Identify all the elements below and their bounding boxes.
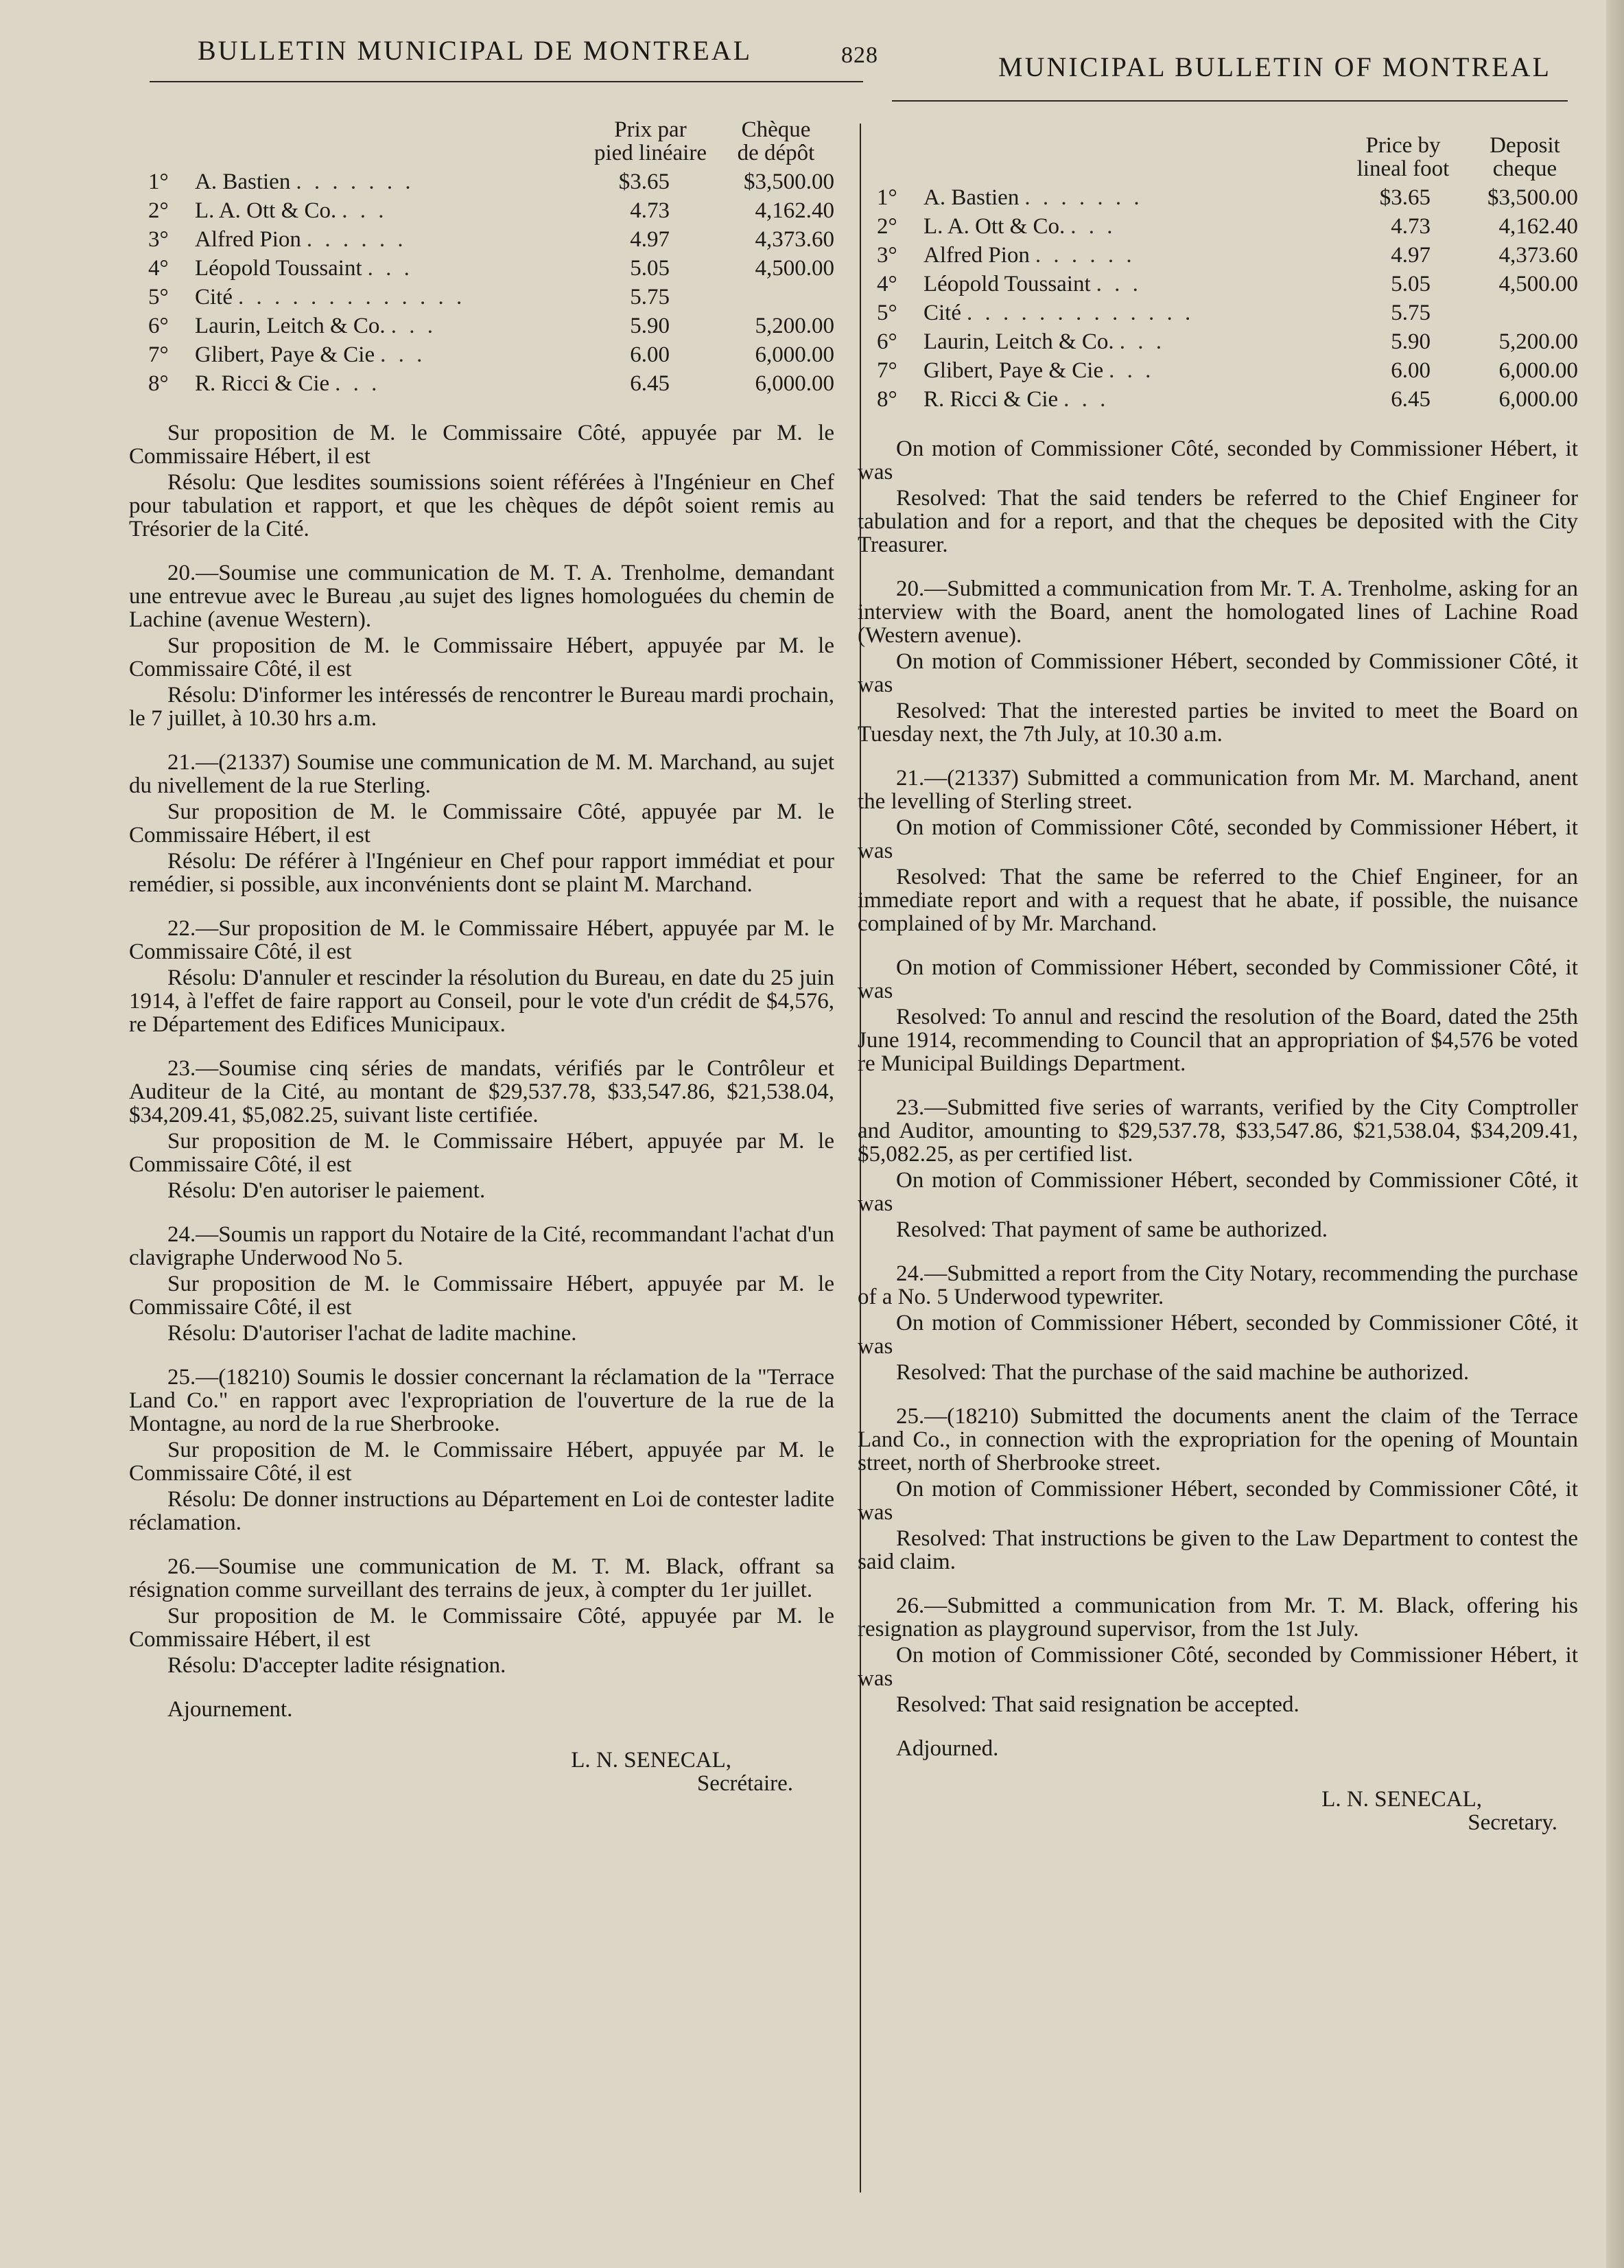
deposit-cell: $3,500.00 <box>1487 185 1578 210</box>
deposit-cell: 4,162.40 <box>755 198 834 223</box>
minutes-paragraph: Sur proposition de M. le Commissaire Hébert, appuyée par M. le Commissaire Côté, il est <box>129 633 834 681</box>
minutes-paragraph: Resolved: That the interested parties be invited to meet the Board on Tuesday next, the 7th July, at 10.30 a.m. <box>858 699 1578 747</box>
bidder-name-text: Alfred Pion <box>923 243 1030 268</box>
deposit-column-header <box>718 118 834 165</box>
tender-table-header <box>858 134 1578 183</box>
minutes-paragraph: Résolu: D'accepter ladite résignation. <box>167 1653 506 1678</box>
minutes-paragraph: Sur proposition de M. le Commissaire Hébert, appuyée par M. le Commissaire Côté, il est <box>129 1272 834 1320</box>
bidder-name <box>923 301 1194 325</box>
table-row <box>858 241 1578 270</box>
minutes-paragraph: Résolu: Que lesdites soumissions soient référées à l'Ingénieur en Chef pour tabulation et rapport, et que les chèques de dépôt soient remis au Trésorier de la Cité. <box>129 470 834 541</box>
table-row <box>858 212 1578 241</box>
price-cell: 6.00 <box>1391 358 1431 383</box>
page-number: 828 <box>841 43 878 68</box>
minutes-paragraph: 26.—Soumise une communication de M. T. M. Black, offrant sa résignation comme surveillant des terrains de jeux, à compter du 1er juillet. <box>129 1554 834 1602</box>
table-row <box>858 270 1578 299</box>
price-cell: 5.75 <box>630 285 670 309</box>
bidder-name <box>195 257 413 280</box>
minutes-paragraph: Resolved: That payment of same be authorized. <box>896 1217 1328 1242</box>
bidder-name-text: Léopold Toussaint <box>195 256 362 281</box>
price-cell: 5.05 <box>1391 272 1431 296</box>
page-edge <box>1606 0 1624 2268</box>
deposit-cell: 4,500.00 <box>755 256 834 281</box>
price-cell: 4.97 <box>630 227 670 252</box>
price-cell: 4.97 <box>1391 243 1431 268</box>
minutes-paragraph: Sur proposition de M. le Commissaire Côté, appuyée par M. le Commissaire Hébert, il est <box>129 421 834 469</box>
table-row <box>129 283 834 312</box>
minutes-paragraph: 20.—Submitted a communication from Mr. T. A. Trenholme, asking for an interview with the Board, anent the homologated lines of Lachine Road (Western avenue). <box>858 576 1578 648</box>
price-cell: 6.45 <box>1391 387 1431 412</box>
minutes-paragraph: Resolved: To annul and rescind the resolution of the Board, dated the 25th June 1914, recommending to Council that an appropriation of $4,576 be voted re Municipal Buildings Department. <box>858 1005 1578 1076</box>
row-number: 1° <box>877 185 897 210</box>
leader-dots: . . . <box>380 342 426 367</box>
bidder-name-text: Cité <box>195 285 233 309</box>
deposit-cell: 6,000.00 <box>755 371 834 396</box>
row-number: 8° <box>148 371 169 396</box>
minutes-paragraph: 20.—Soumise une communication de M. T. A. Trenholme, demandant une entrevue avec le Bureau ,au sujet des lignes homologuées du chemin de Lachine (avenue Western). <box>129 561 834 632</box>
signature-title: Secrétaire. <box>696 1771 793 1796</box>
minutes-paragraph: Resolved: That the purchase of the said machine be authorized. <box>896 1360 1470 1385</box>
table-row <box>858 183 1578 212</box>
minutes-paragraph: 21.—(21337) Soumise une communication de M. M. Marchand, au sujet du nivellement de la rue Sterling. <box>129 750 834 798</box>
table-row <box>129 225 834 254</box>
running-head-english: MUNICIPAL BULLETIN OF MONTREAL <box>998 51 1551 82</box>
minutes-paragraph: On motion of Commissioner Côté, seconded by Commissioner Hébert, it was <box>858 1643 1578 1691</box>
bidder-name-text: Glibert, Paye & Cie <box>923 358 1104 383</box>
bidder-name-text: R. Ricci & Cie <box>923 387 1059 412</box>
leader-dots: . . . . . . . . . . . . . <box>238 285 466 309</box>
leader-dots: . . . <box>1096 272 1142 296</box>
bidder-name-text: Laurin, Leitch & Co. <box>923 329 1114 354</box>
leader-dots: . . . . . . . . . . . . . <box>967 301 1195 325</box>
minutes-paragraph: Sur proposition de M. le Commissaire Côté, appuyée par M. le Commissaire Hébert, il est <box>129 1604 834 1652</box>
minutes-paragraph: 24.—Soumis un rapport du Notaire de la Cité, recommandant l'achat d'un clavigraphe Underwood No 5. <box>129 1222 834 1270</box>
french-column <box>129 118 834 1795</box>
signature-name: L. N. SENECAL, <box>1321 1787 1482 1812</box>
tender-table <box>858 183 1578 414</box>
price-header-line: Price by <box>1365 133 1441 158</box>
leader-dots: . . . <box>367 256 413 281</box>
bidder-name <box>923 244 1135 267</box>
minutes-paragraph: On motion of Commissioner Hébert, seconded by Commissioner Côté, it was <box>858 1477 1578 1525</box>
deposit-cell: 6,000.00 <box>1498 358 1578 383</box>
price-cell: 5.90 <box>1391 329 1431 354</box>
signature-name: L. N. SENECAL, <box>571 1748 731 1773</box>
signature-title: Secretary. <box>1468 1810 1557 1835</box>
bidder-name-text: Cité <box>923 301 961 325</box>
header-rule-right <box>892 100 1568 102</box>
price-cell: 6.00 <box>630 342 670 367</box>
price-cell: 5.75 <box>1391 301 1431 325</box>
minutes-paragraph: Résolu: De référer à l'Ingénieur en Chef pour rapport immédiat et pour remédier, si possible, aux inconvénients dont se plaint M. Marchand. <box>129 849 834 897</box>
bidder-name <box>923 359 1154 382</box>
price-cell: $3.65 <box>618 169 670 194</box>
header-rule-left <box>150 81 863 82</box>
minutes-paragraph: 25.—(18210) Soumis le dossier concernant la réclamation de la "Terrace Land Co." en rapport avec l'expropriation de l'ouverture de la rue de la Montagne, au nord de la rue Sherbrooke. <box>129 1365 834 1436</box>
deposit-column-header <box>1472 134 1578 180</box>
bidder-name-text: A. Bastien <box>195 169 291 194</box>
bidder-name <box>923 186 1143 209</box>
minutes-paragraph: On motion of Commissioner Hébert, seconded by Commissioner Côté, it was <box>858 649 1578 697</box>
minutes-paragraph: Résolu: De donner instructions au Département en Loi de contester ladite réclamation. <box>129 1487 834 1535</box>
row-number: 6° <box>877 329 897 354</box>
minutes-paragraph: On motion of Commissioner Côté, seconded by Commissioner Hébert, it was <box>858 815 1578 863</box>
row-number: 2° <box>148 198 169 223</box>
minutes-paragraph: 24.—Submitted a report from the City Notary, recommending the purchase of a No. 5 Underwood typewriter. <box>858 1261 1578 1309</box>
minutes-paragraph: Sur proposition de M. le Commissaire Hébert, appuyée par M. le Commissaire Côté, il est <box>129 1438 834 1486</box>
leader-dots: . . . . . . <box>1035 243 1135 268</box>
minutes-paragraph: Résolu: D'informer les intéressés de rencontrer le Bureau mardi prochain, le 7 juillet, à 10.30 hrs a.m. <box>129 683 834 731</box>
tender-table <box>129 167 834 398</box>
row-number: 7° <box>148 342 169 367</box>
deposit-header-line: Deposit <box>1490 133 1560 158</box>
minutes-paragraph: Adjourned. <box>896 1736 999 1761</box>
english-minutes <box>858 437 1578 1760</box>
row-number: 3° <box>877 243 897 268</box>
bidder-name <box>923 330 1165 353</box>
leader-dots: . . . . . . . <box>1024 185 1143 210</box>
english-column <box>858 134 1578 1834</box>
minutes-paragraph: On motion of Commissioner Hébert, seconded by Commissioner Côté, it was <box>858 1168 1578 1216</box>
running-head-french: BULLETIN MUNICIPAL DE MONTREAL <box>198 35 753 66</box>
table-row <box>129 254 834 283</box>
minutes-paragraph: Resolved: That instructions be given to the Law Department to contest the said claim. <box>858 1526 1578 1574</box>
bidder-name-text: Léopold Toussaint <box>923 272 1091 296</box>
table-row <box>129 369 834 398</box>
minutes-paragraph: 25.—(18210) Submitted the documents anent the claim of the Terrace Land Co., in connection with the expropriation for the opening of Mountain street, north of Sherbrooke street. <box>858 1404 1578 1475</box>
deposit-cell: 4,500.00 <box>1498 272 1578 296</box>
bidder-name <box>195 343 425 366</box>
minutes-paragraph: 23.—Submitted five series of warrants, verified by the City Comptroller and Auditor, amounting to $29,537.78, $33,547.86, $21,538.04, $34,209.41, $5,082.25, as per certified list. <box>858 1095 1578 1167</box>
price-cell: 4.73 <box>1391 214 1431 239</box>
signature-block <box>129 1749 834 1795</box>
bidder-name-text: A. Bastien <box>923 185 1020 210</box>
bidder-name-text: L. A. Ott & Co. <box>195 198 337 223</box>
row-number: 6° <box>148 314 169 338</box>
row-number: 2° <box>877 214 897 239</box>
bidder-name <box>195 314 436 338</box>
leader-dots: . . . . . . <box>306 227 407 252</box>
bidder-name <box>195 228 407 251</box>
leader-dots: . . . <box>1109 358 1155 383</box>
price-cell: 5.05 <box>630 256 670 281</box>
bidder-name <box>195 285 465 309</box>
deposit-cell: 6,000.00 <box>1498 387 1578 412</box>
deposit-cell: 4,373.60 <box>1498 243 1578 268</box>
price-cell: 5.90 <box>630 314 670 338</box>
bidder-name <box>195 170 414 194</box>
bidder-name-text: Glibert, Paye & Cie <box>195 342 375 367</box>
row-number: 8° <box>877 387 897 412</box>
bidder-name <box>195 372 380 395</box>
leader-dots: . . . <box>1119 329 1165 354</box>
minutes-paragraph: On motion of Commissioner Hébert, seconded by Commissioner Côté, it was <box>858 955 1578 1003</box>
row-number: 5° <box>148 285 169 309</box>
leader-dots: . . . <box>1070 214 1116 239</box>
table-row <box>129 340 834 369</box>
minutes-paragraph: Résolu: D'autoriser l'achat de ladite machine. <box>167 1321 577 1346</box>
bidder-name-text: L. A. Ott & Co. <box>923 214 1066 239</box>
row-number: 7° <box>877 358 897 383</box>
table-row <box>129 312 834 340</box>
deposit-cell: 4,162.40 <box>1498 214 1578 239</box>
bidder-name <box>195 199 388 222</box>
minutes-paragraph: On motion of Commissioner Hébert, seconded by Commissioner Côté, it was <box>858 1311 1578 1359</box>
deposit-cell: 5,200.00 <box>1498 329 1578 354</box>
minutes-paragraph: Resolved: That the same be referred to the Chief Engineer, for an immediate report and with a request that he abate, if possible, the nuisance complained of by Mr. Marchand. <box>858 865 1578 936</box>
deposit-cell: 4,373.60 <box>755 227 834 252</box>
price-header-line: lineal foot <box>1356 156 1450 181</box>
bidder-name-text: Alfred Pion <box>195 227 301 252</box>
table-row <box>129 196 834 225</box>
minutes-paragraph: 21.—(21337) Submitted a communication from Mr. M. Marchand, anent the levelling of Sterling street. <box>858 766 1578 814</box>
minutes-paragraph: Ajournement. <box>167 1697 293 1722</box>
deposit-cell: $3,500.00 <box>744 169 834 194</box>
price-header-line: pied linéaire <box>593 141 707 165</box>
french-minutes <box>129 421 834 1721</box>
leader-dots: . . . <box>390 314 436 338</box>
table-row <box>129 167 834 196</box>
row-number: 5° <box>877 301 897 325</box>
deposit-header-line: de dépôt <box>737 141 815 165</box>
minutes-paragraph: On motion of Commissioner Côté, seconded by Commissioner Hébert, it was <box>858 436 1578 484</box>
deposit-cell: 6,000.00 <box>755 342 834 367</box>
table-row <box>858 299 1578 327</box>
row-number: 1° <box>148 169 169 194</box>
table-row <box>858 327 1578 356</box>
row-number: 4° <box>877 272 897 296</box>
price-header-line: Prix par <box>614 117 687 142</box>
price-cell: 6.45 <box>630 371 670 396</box>
price-cell: 4.73 <box>630 198 670 223</box>
minutes-paragraph: Resolved: That the said tenders be referred to the Chief Engineer for tabulation and for a report, and that the cheques be deposited with the City Treasurer. <box>858 486 1578 557</box>
minutes-paragraph: 22.—Sur proposition de M. le Commissaire Hébert, appuyée par M. le Commissaire Côté, il est <box>129 916 834 964</box>
tender-table-header <box>129 118 834 167</box>
leader-dots: . . . <box>1063 387 1109 412</box>
row-number: 3° <box>148 227 169 252</box>
minutes-paragraph: Resolved: That said resignation be accepted. <box>896 1692 1299 1717</box>
bidder-name <box>923 388 1109 411</box>
minutes-paragraph: Sur proposition de M. le Commissaire Hébert, appuyée par M. le Commissaire Côté, il est <box>129 1129 834 1177</box>
price-column-header <box>1331 134 1475 180</box>
signature-block <box>858 1788 1578 1834</box>
table-row <box>858 356 1578 385</box>
deposit-header-line: Chèque <box>741 117 811 142</box>
minutes-paragraph: Sur proposition de M. le Commissaire Côté, appuyée par M. le Commissaire Hébert, il est <box>129 799 834 847</box>
leader-dots: . . . <box>335 371 381 396</box>
bidder-name-text: Laurin, Leitch & Co. <box>195 314 386 338</box>
table-row <box>858 385 1578 414</box>
minutes-paragraph: 23.—Soumise cinq séries de mandats, vérifiés par le Contrôleur et Auditeur de la Cité, au montant de $29,537.78, $33,547.86, $21,538.04, $34,209.41, $5,082.25, suivant liste certifiée. <box>129 1056 834 1127</box>
price-column-header <box>575 118 726 165</box>
minutes-paragraph: Résolu: D'annuler et rescinder la résolution du Bureau, en date du 25 juin 1914, à l'effet de faire rapport au Conseil, pour le vote d'un crédit de $4,576, re Département des Edifices Municipaux. <box>129 966 834 1037</box>
price-cell: $3.65 <box>1379 185 1431 210</box>
leader-dots: . . . <box>342 198 388 223</box>
bidder-name <box>923 215 1116 238</box>
deposit-header-line: cheque <box>1492 156 1557 181</box>
row-number: 4° <box>148 256 169 281</box>
minutes-paragraph: 26.—Submitted a communication from Mr. T. M. Black, offering his resignation as playground supervisor, from the 1st July. <box>858 1593 1578 1641</box>
bidder-name-text: R. Ricci & Cie <box>195 371 330 396</box>
minutes-paragraph: Résolu: D'en autoriser le paiement. <box>167 1178 486 1203</box>
deposit-cell: 5,200.00 <box>755 314 834 338</box>
bidder-name <box>923 272 1142 296</box>
leader-dots: . . . . . . . <box>296 169 414 194</box>
